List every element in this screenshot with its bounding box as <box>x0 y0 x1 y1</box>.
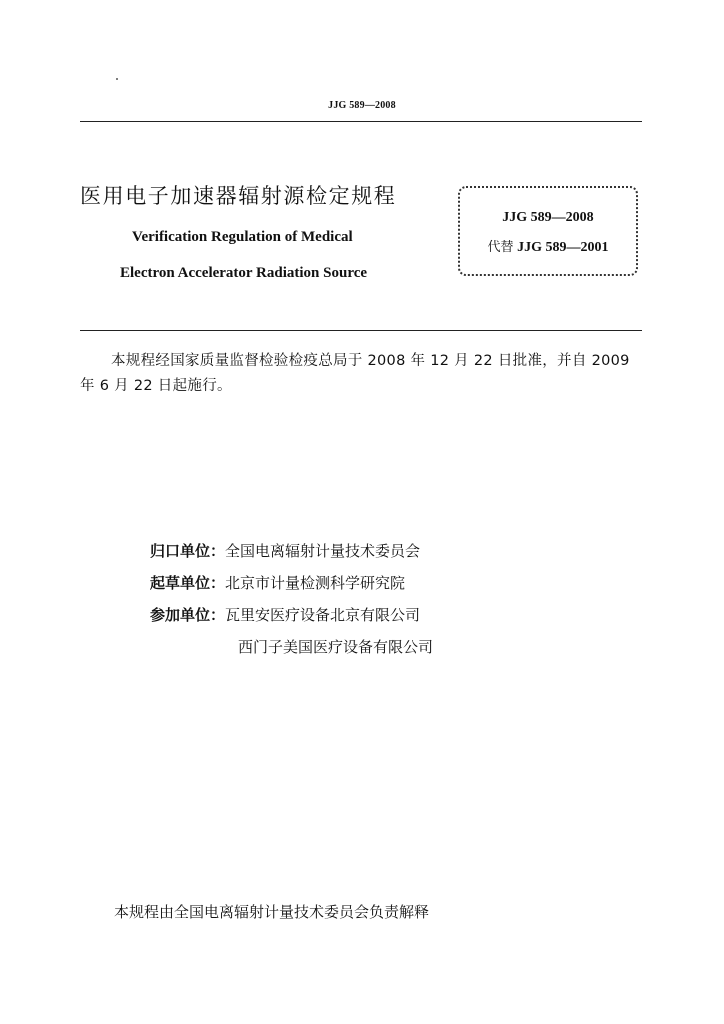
unit-value: 北京市计量检测科学研究院 <box>225 574 406 592</box>
replaces-line <box>460 236 636 256</box>
replaced-code: JJG 589—2001 <box>517 240 609 255</box>
regulation-title-english-line1: Verification Regulation of Medical <box>132 229 353 245</box>
unit-value: 全国电离辐射计量技术委员会 <box>225 542 421 560</box>
unit-label: 归口单位： <box>150 542 226 560</box>
interpretation-note: 本规程由全国电离辐射计量技术委员会负责解释 <box>114 903 430 921</box>
regulation-title-english-line2: Electron Accelerator Radiation Source <box>120 265 368 281</box>
unit-value: 西门子美国医疗设备有限公司 <box>238 638 434 656</box>
regulation-title-chinese: 医用电子加速器辐射源检定规程 <box>80 184 397 208</box>
running-header-code: JJG 589—2008 <box>328 100 396 111</box>
replaces-prefix: 代替 <box>487 240 514 255</box>
header-rule <box>80 121 642 122</box>
regulation-code-box <box>458 186 638 276</box>
unit-label: 参加单位： <box>150 606 226 624</box>
approval-statement: 本规程经国家质量监督检验检疫总局于 2008 年 12 月 22 日批准，并自 2009 年 6 月 22 日起施行。 <box>80 353 630 394</box>
unit-label: 起草单位： <box>150 574 226 592</box>
unit-row-participating-2 <box>238 636 433 657</box>
unit-row-centralized <box>150 540 420 561</box>
unit-row-drafting <box>150 572 405 593</box>
scan-speck <box>116 78 118 80</box>
unit-value: 瓦里安医疗设备北京有限公司 <box>225 606 421 624</box>
regulation-code-text: JJG 589—2008 <box>502 210 594 225</box>
regulation-code <box>460 210 636 226</box>
title-rule <box>80 330 642 331</box>
unit-row-participating <box>150 604 420 625</box>
